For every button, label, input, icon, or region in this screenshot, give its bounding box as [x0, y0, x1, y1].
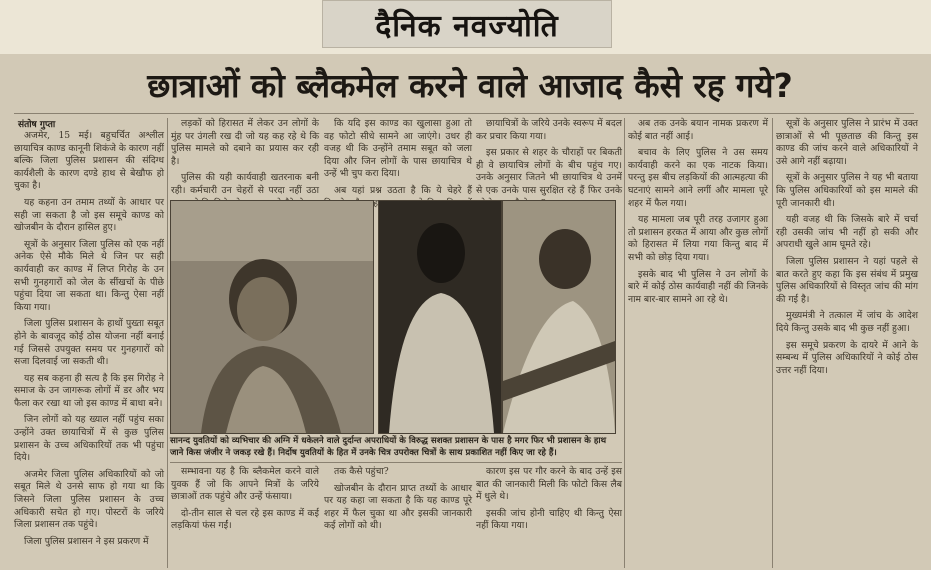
paragraph: पुलिस की यही कार्यवाही खतरनाक बनी रही। कर्मचारी उन चेहरों से परदा नहीं उठा — [171, 172, 319, 196]
article-column-bottom-2 — [324, 466, 472, 570]
paragraph: इस समूचे प्रकरण के दायरे में आने के सम्बन्ध में पुलिस अधिकारियों ने कोई ठोस उत्तर नहीं दिया। — [776, 339, 918, 376]
paragraph: अब तक उनके बयान नामक प्रकरण में कोई बात नहीं आई। — [628, 118, 768, 142]
paragraph: यह सब कहना ही सत्य है कि इस गिरोह ने समाज के उन जागरूक लोगों में डर और भय फैला कर रखा था जो इस काण्ड में बाधा बने। — [14, 372, 164, 409]
paragraph: जिन लोगों को यह ख्याल नहीं पहुंच सका उन्होंने उक्त छायाचित्रों में से कुछ पुलिस प्रशासन के उच्च अधिकारियों तक भी पहुंचा दिये। — [14, 414, 164, 464]
article-photo-1 — [170, 200, 374, 434]
paragraph: तक कैसे पहुंचा? — [334, 466, 389, 477]
article-photo-2 — [378, 200, 502, 434]
paragraph: अब यहां प्रश्न उठता है कि ये चेहरे हैं — [334, 184, 472, 196]
photo-caption: सानन्द युवतियों को व्यभिचार की अग्नि में धकेलने वाले दुर्दान्त अपराधियों के विरुद्ध सशक्त प्रशासन के पास है मगर फिर भी प्रशासन के हाथ जाने किस जंजीर ने जकड़ रखे हैं। निर्दोष युवतियों के हित में उनके चित्र उपरोक्त चित्रों के साथ प्रकाशित नहीं किए जा रहे हैं। — [170, 436, 607, 458]
paragraph: दो-तीन साल से चल रहे इस काण्ड में कई लड़कियां फंस गईं। — [171, 507, 319, 532]
article-column-bottom-1 — [171, 466, 319, 570]
paragraph: सूत्रों के अनुसार पुलिस ने प्रारंभ में उक्त छात्राओं से भी पूछताछ की किन्तु इस काण्ड की जांच करने वाले अधिकारियों ने उसे आगे नहीं बढ़ाया। — [776, 118, 918, 167]
paragraph: जिला पुलिस प्रशासन ने यहां पहले से बात करते हुए कहा कि इस संबंध में प्रमुख पुलिस अधिकारियों से विस्तृत जांच की मांग की गई है। — [776, 255, 918, 305]
headline-rule — [14, 113, 914, 114]
paragraph: कि यदि इस काण्ड का खुलासा हुआ तो वह फोटो सीधे सामने आ जाएंगे। उधर ही वजह थी कि उन्होंने तमाम सबूत को जला दिया और जिन लोगों के पास छायाचित्र थे उन्हें भी चुप करा दिया। — [324, 118, 472, 180]
newspaper-masthead — [322, 0, 612, 48]
paragraph: इसके बाद भी पुलिस ने उन लोगों के बारे में कोई ठोस कार्यवाही नहीं की जिनके नाम बार-बार सामने आ रहे थे। — [628, 268, 768, 305]
paragraph: जिला पुलिस प्रशासन ने इस प्रकरण में — [24, 535, 149, 547]
caption-rule — [170, 462, 622, 463]
paragraph: सूत्रों के अनुसार पुलिस ने यह भी बताया कि पुलिस अधिकारियों को इस मामले की पूरी जानकारी थी। — [776, 172, 918, 209]
paragraph: इसकी जांच होनी चाहिए थी किन्तु ऐसा नहीं किया गया। — [476, 507, 622, 532]
paragraph: सूत्रों के अनुसार जिला पुलिस को एक नहीं अनेक ऐसे मौके मिले थे जिन पर सही कार्यवाही कर काण्ड में लिप्त गिरोह के उन सभी गुनहगारों को जेल के सींखचों के पीछे पहुंचा दिया जा सकता था। किन्तु ऐसा नहीं किया गया। — [14, 238, 164, 313]
paragraph: सम्भावना यह है कि ब्लैकमेल करने वाले युवक हैं जो कि आपने मित्रों के जरिये छात्राओं तक पहुंचे और उन्हें फंसाया। — [171, 466, 319, 503]
paragraph: इस प्रकार से शहर के चौराहों पर बिकती ही वे छायाचित्र लोगों के बीच पहुंच गए। उनके अनुसार जितने भी छायाचित्र थे उनमें से एक उनके पास सुरक्षित रहे हैं फिर उनके — [476, 147, 622, 196]
photo-young-man — [171, 201, 373, 433]
article-column-4 — [476, 118, 622, 198]
article-column-2 — [171, 118, 319, 198]
paragraph: कारण इस पर गौर करने के बाद उन्हें इस बात की जानकारी मिली कि फोटो किस लैब में धुले थे। — [476, 466, 622, 503]
article-photo-3 — [502, 200, 616, 434]
article-headline: छात्राओं को ब्लैकमेल करने वाले आजाद कैसे रह गये? — [147, 66, 793, 105]
column-rule — [772, 118, 773, 568]
masthead-title: दैनिक नवज्योति — [375, 8, 559, 44]
column-rule — [167, 118, 168, 568]
photo-injured-man — [503, 201, 615, 433]
column-rule — [624, 118, 625, 568]
paragraph: लड़कों को हिरासत में लेकर उन लोगों के मुंह पर उंगली रख दी जो यह कह रहे थे कि पुलिस मामले को दबाने का प्रयास कर रही है। — [171, 118, 319, 167]
article-column-5 — [628, 118, 768, 568]
article-column-bottom-3 — [476, 466, 622, 570]
byline: संतोष गुप्ता — [18, 120, 56, 130]
paragraph: मुख्यमंत्री ने तत्काल में जांच के आदेश दिये किन्तु उसके बाद भी कुछ नहीं हुआ। — [776, 310, 918, 334]
article-column-6 — [776, 118, 918, 568]
article-column-3 — [324, 118, 472, 198]
paragraph: यही वजह थी कि जिसके बारे में चर्चा रही उसकी जांच भी नहीं हो सकी और अपराधी खुले आम घूमते रहे। — [776, 214, 918, 251]
paragraph: छायाचित्रों के जरिये उनके स्वरूप में बदल कर प्रचार किया गया। — [476, 118, 622, 142]
paragraph: बचाव के लिए पुलिस ने उस समय कार्यवाही करने का एक नाटक किया। परन्तु इस बीच लड़कियों की आत्महत्या की घटनाएं सामने आने लगीं और मामला पूरे शहर में फैल गया। — [628, 147, 768, 209]
photo-man-standing — [379, 201, 501, 433]
paragraph: यह मामला जब पूरी तरह उजागर हुआ तो प्रशासन हरकत में आया और कुछ लोगों को हिरासत में लिया गया किन्तु बाद में सभी को छोड़ दिया गया। — [628, 214, 768, 263]
paragraph: यह कहना उन तमाम तथ्यों के आधार पर सही जा सकता है जो इस समूचे काण्ड को खोजबीन के दौरान हासिल हुए। — [14, 196, 164, 234]
paragraph: जिला पुलिस प्रशासन के हाथों पुख्ता सबूत होने के बावजूद कोई ठोस योजना नहीं बनाई गई जिससे उपयुक्त समय पर गुनहगारों को सजा दिलवाई जा सकती थी। — [14, 318, 164, 368]
article-column-1 — [14, 130, 164, 570]
paragraph: अजमेर, 15 मई। बहुचर्चित अश्लील छायाचित्र काण्ड कानूनी शिकंजे के कारण नहीं बल्कि जिला पुलिस प्रशासन की संदिग्ध कार्यशैली के कारण दण्डे हाथ से बेखौफ हो चुका है। — [14, 130, 164, 192]
paragraph: अजमेर जिला पुलिस अधिकारियों को जो सबूत मिले थे उनसे साफ हो गया था कि जिसने जिला पुलिस प्रशासन के उच्च अधिकारी सचेत हो गए। पोस्टरों के जरिये जिला प्रशासन तक पहुंचे। — [14, 468, 164, 531]
paragraph: खोजबीन के दौरान प्राप्त तथ्यों के आधार पर यह कहा जा सकता है कि यह काण्ड पूरे शहर में फैल चुका था और इसकी जानकारी कई लोगों को थी। — [324, 482, 472, 532]
